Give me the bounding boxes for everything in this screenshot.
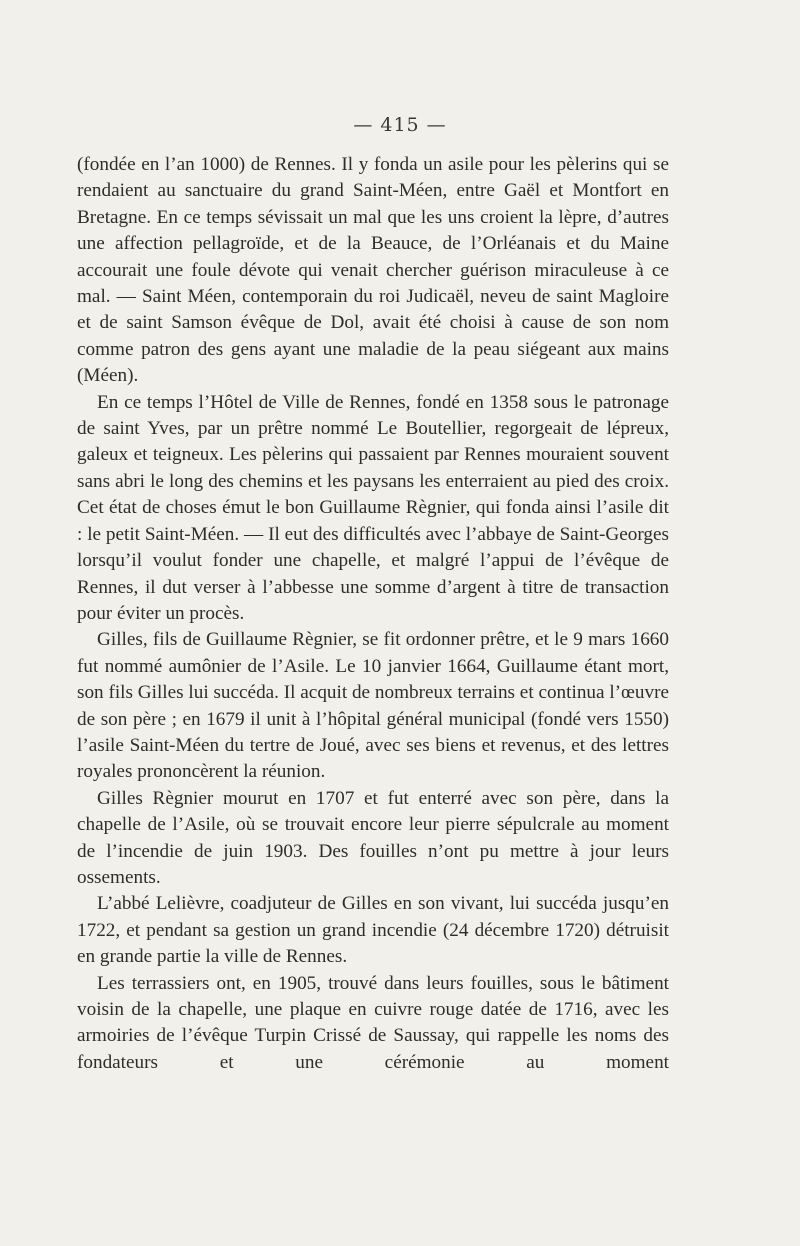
paragraph-6: Les terrassiers ont, en 1905, trouvé dans leurs fouilles, sous le bâtiment voisin de la chapelle, une plaque en cuivre rouge datée de 1716, avec les armoiries de l’évêque Turpin Crissé de Saussay, qui rappelle les noms des fondateurs et une cérémonie au moment: [77, 972, 669, 1073]
paragraph-4: Gilles Règnier mourut en 1707 et fut enterré avec son père, dans la chapelle de l’Asile, où se trouvait encore leur pierre sépulcrale au moment de l’incendie de juin 1903. Des fouilles n’ont pu mettre à jour leurs ossements.: [77, 787, 669, 888]
paragraph-2: En ce temps l’Hôtel de Ville de Rennes, fondé en 1358 sous le patronage de saint Yves, par un prêtre nommé Le Boutellier, regorgeait de lépreux, galeux et teigneux. Les pèlerins qui passaient par Rennes mouraient souvent sans abri le long des chemins et les paysans les enterraient au pied des croix. Cet état de choses émut le bon Guillaume Règnier, qui fonda ainsi l’asile dit : le petit Saint-Méen. — Il eut des difficultés avec l’abbaye de Saint-Georges lorsqu’il voulut fonder une chapelle, et malgré l’appui de l’évêque de Rennes, il dut verser à l’abbesse une somme d’argent à titre de transaction pour éviter un procès.: [77, 391, 669, 624]
paragraph-5: L’abbé Lelièvre, coadjuteur de Gilles en son vivant, lui succéda jusqu’en 1722, et pendant sa gestion un grand incendie (24 décembre 1720) détruisit en grande partie la ville de Rennes.: [77, 893, 669, 968]
paragraph-1: (fondée en l’an 1000) de Rennes. Il y fonda un asile pour les pèlerins qui se rendaient au sanctuaire du grand Saint-Méen, entre Gaël et Montfort en Bretagne. En ce temps sévissait un mal que les uns croient la lèpre, d’autres une affection pellagroïde, et de la Beauce, de l’Orléanais et du Maine accourait une foule dévote qui venait chercher guérison miraculeuse à ce mal. — Saint Méen, contemporain du roi Judicaël, neveu de saint Magloire et de saint Samson évêque de Dol, avait été choisi à cause de son nom comme patron des gens ayant une maladie de la peau siégeant aux mains (Méen).: [77, 154, 669, 387]
paragraph-3: Gilles, fils de Guillaume Règnier, se fit ordonner prêtre, et le 9 mars 1660 fut nommé aumônier de l’Asile. Le 10 janvier 1664, Guillaume étant mort, son fils Gilles lui succéda. Il acquit de nombreux terrains et continua l’œuvre de son père ; en 1679 il unit à l’hôpital général municipal (fondé vers 1550) l’asile Saint-Méen du tertre de Joué, avec ses biens et revenus, et des lettres royales prononcèrent la réunion.: [77, 629, 669, 783]
page-number: — 415 —: [353, 114, 447, 136]
body-text: [77, 152, 669, 1076]
